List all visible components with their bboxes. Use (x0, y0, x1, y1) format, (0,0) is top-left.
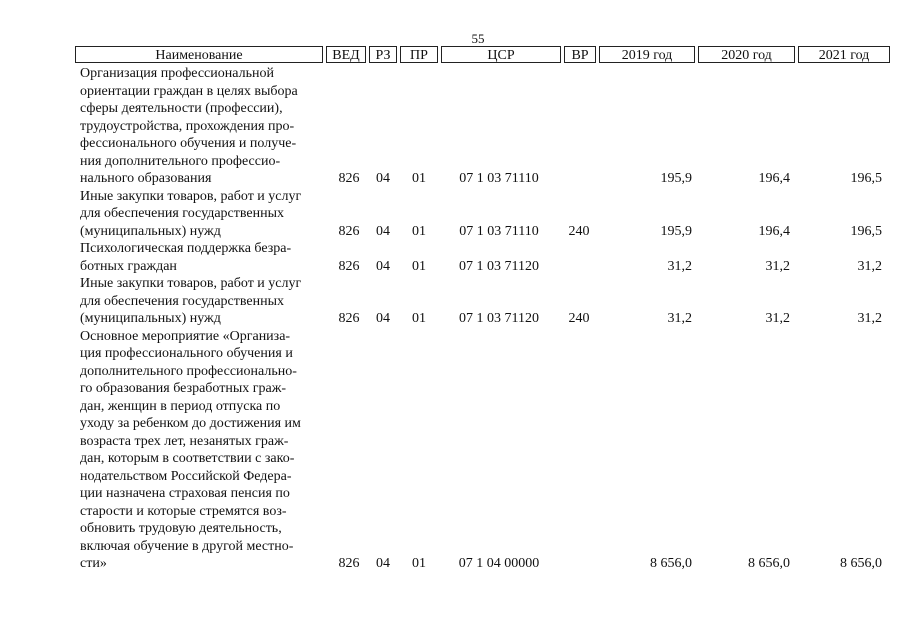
cell-y2021: 31,2 (857, 311, 882, 326)
cell-csr: 07 1 03 71120 (459, 311, 539, 326)
row-name-line: сферы деятельности (профессии), (80, 101, 283, 116)
cell-vr: 240 (568, 311, 590, 326)
row-name-line: включая обучение в другой местно- (80, 538, 294, 554)
row-name-line: обновить трудовую деятельность, (80, 521, 282, 536)
row-name-line: Иные закупки товаров, работ и услуг (80, 188, 302, 204)
cell-y2019: 195,9 (660, 171, 692, 186)
row-name-line: нального образования (80, 171, 212, 186)
page-number: 55 (471, 31, 485, 46)
row-name (80, 275, 330, 328)
table-row (0, 328, 905, 573)
header-name: Наименование (75, 46, 323, 63)
row-name-line: Основное мероприятие «Организа- (80, 328, 291, 344)
row-name-line: го образования безработных граж- (80, 381, 287, 396)
cell-csr: 07 1 03 71120 (459, 258, 539, 274)
cell-pr: 01 (412, 171, 426, 186)
row-name-line: нодательством Российской Федера- (80, 468, 292, 484)
row-name-line: возраста трех лет, незанятых граж- (80, 433, 289, 449)
row-name (80, 188, 330, 241)
row-name-line: для обеспечения государственных (80, 206, 284, 221)
row-name-line: ция профессионального обучения и (80, 346, 293, 361)
cell-csr: 07 1 03 71110 (459, 223, 539, 239)
cell-pr: 01 (412, 223, 426, 239)
row-name-line: для обеспечения государственных (80, 293, 284, 309)
header-rz: РЗ (369, 46, 397, 63)
cell-rz: 04 (376, 311, 390, 326)
table-row (0, 275, 905, 328)
cell-y2021: 31,2 (857, 258, 882, 274)
row-name (80, 65, 330, 188)
row-name (80, 240, 330, 275)
cell-y2020: 196,4 (758, 171, 790, 186)
table-row (0, 188, 905, 241)
row-name-line: (муниципальных) нужд (80, 311, 221, 326)
row-name-line: ориентации граждан в целях выбора (80, 83, 298, 99)
cell-y2020: 8 656,0 (748, 556, 790, 571)
cell-vr: 240 (568, 223, 590, 239)
row-name-line: сти» (80, 556, 107, 571)
cell-rz: 04 (376, 171, 390, 186)
cell-y2020: 196,4 (758, 223, 790, 239)
cell-y2019: 31,2 (667, 258, 692, 274)
table-row (0, 240, 905, 275)
row-name-line: ния дополнительного профессио- (80, 153, 281, 169)
row-name-line: Психологическая поддержка безра- (80, 241, 292, 256)
row-name-line: (муниципальных) нужд (80, 223, 221, 239)
cell-pr: 01 (412, 258, 426, 274)
cell-y2019: 195,9 (660, 223, 692, 239)
cell-rz: 04 (376, 258, 390, 274)
cell-ved: 826 (338, 258, 360, 274)
cell-pr: 01 (412, 311, 426, 326)
row-name-line: старости и которые стремятся воз- (80, 503, 287, 519)
cell-y2021: 196,5 (850, 223, 882, 239)
header-2019: 2019 год (599, 46, 695, 63)
cell-y2021: 8 656,0 (840, 556, 882, 571)
row-name-line: трудоустройства, прохождения про- (80, 118, 295, 134)
cell-y2019: 31,2 (667, 311, 692, 326)
cell-pr: 01 (412, 556, 426, 571)
header-2020: 2020 год (698, 46, 795, 63)
row-name-line: ции назначена страховая пенсия по (80, 486, 290, 501)
cell-ved: 826 (338, 556, 360, 571)
header-ved: ВЕД (326, 46, 366, 63)
cell-y2021: 196,5 (850, 171, 882, 186)
row-name-line: Организация профессиональной (80, 66, 274, 81)
cell-ved: 826 (338, 223, 360, 239)
header-csr: ЦСР (441, 46, 561, 63)
row-name-line: уходу за ребенком до достижения им (80, 416, 301, 431)
table-header (75, 46, 890, 64)
table-row (0, 65, 905, 188)
row-name-line: фессионального обучения и получе- (80, 136, 297, 151)
row-name-line: Иные закупки товаров, работ и услуг (80, 276, 302, 291)
cell-y2020: 31,2 (765, 311, 790, 326)
cell-rz: 04 (376, 223, 390, 239)
header-vr: ВР (564, 46, 596, 63)
cell-csr: 07 1 04 00000 (458, 556, 540, 571)
header-pr: ПР (400, 46, 438, 63)
cell-csr: 07 1 03 71110 (459, 171, 539, 186)
cell-rz: 04 (376, 556, 390, 571)
row-name-line: дан, которым в соответствии с зако- (80, 451, 295, 466)
header-2021: 2021 год (798, 46, 890, 63)
row-name (80, 328, 330, 573)
cell-ved: 826 (338, 311, 360, 326)
cell-y2020: 31,2 (765, 258, 790, 274)
row-name-line: ботных граждан (80, 258, 177, 274)
cell-ved: 826 (338, 171, 360, 186)
row-name-line: дан, женщин в период отпуска по (80, 398, 281, 414)
row-name-line: дополнительного профессионально- (80, 363, 297, 379)
cell-y2019: 8 656,0 (650, 556, 692, 571)
